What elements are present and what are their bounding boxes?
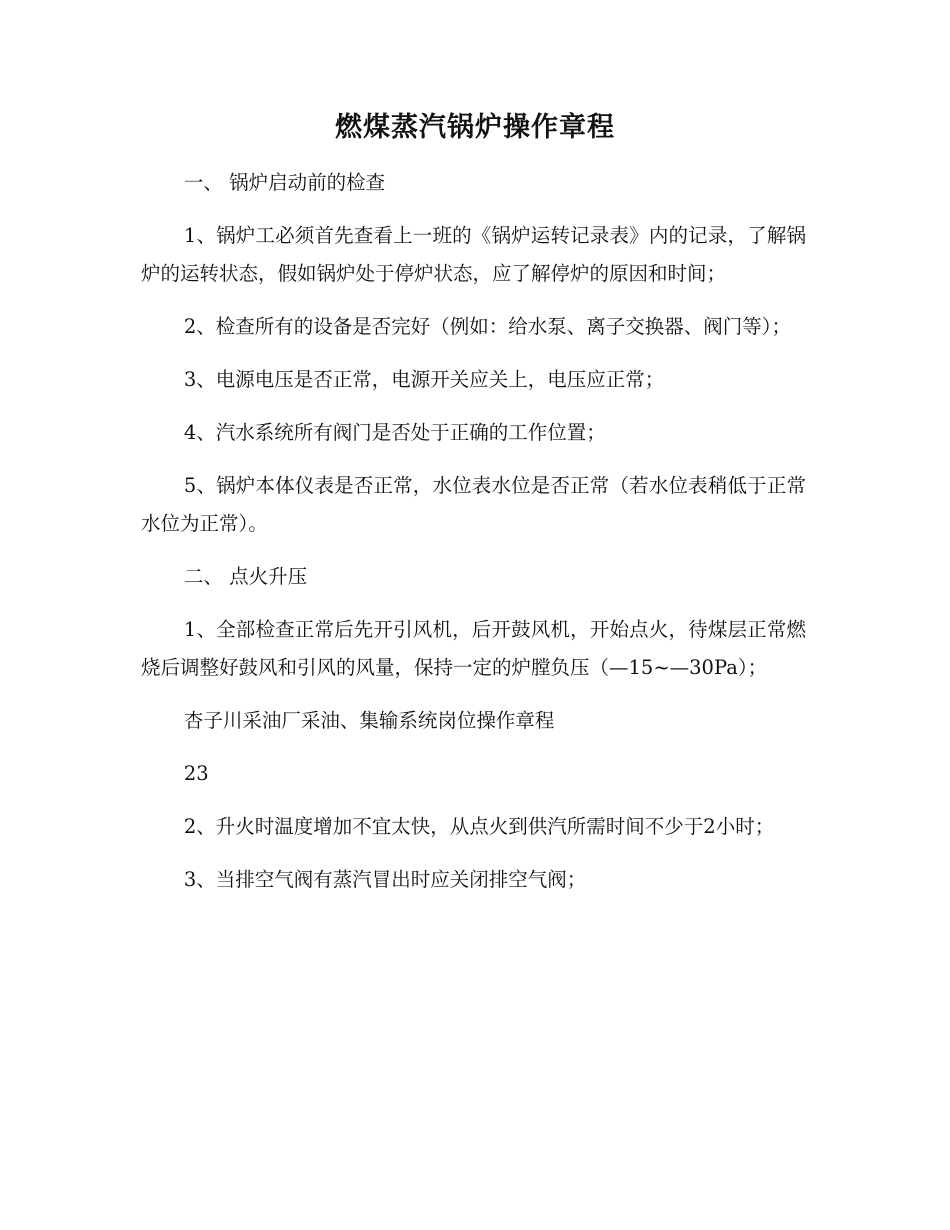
paragraph: 1、全部检查正常后先开引风机，后开鼓风机，开始点火，待煤层正常燃烧后调整好鼓风和引风的风量，保持一定的炉膛负压（—15~—30Pa）； — [141, 618, 806, 679]
paragraph: 1、锅炉工必须首先查看上一班的《锅炉运转记录表》内的记录，了解锅炉的运转状态，假如锅炉处于停炉状态，应了解停炉的原因和时间； — [141, 224, 806, 285]
document-title: 燃煤蒸汽锅炉操作章程 — [335, 112, 615, 143]
document-body — [141, 164, 806, 914]
paragraph: 3、当排空气阀有蒸汽冒出时应关闭排空气阀； — [183, 868, 587, 891]
paragraph: 2、升火时温度增加不宜太快，从点火到供汽所需时间不少于2小时； — [183, 815, 775, 838]
running-header: 杏子川采油厂采油、集输系统岗位操作章程 — [183, 709, 555, 732]
paragraph: 4、汽水系统所有阀门是否处于正确的工作位置； — [183, 421, 606, 444]
paragraph: 2、检查所有的设备是否完好（例如：给水泵、离子交换器、阀门等）； — [183, 315, 792, 338]
section-heading: 二、 点火升压 — [183, 565, 308, 588]
paragraph: 5、锅炉本体仪表是否正常，水位表水位是否正常（若水位表稍低于正常水位为正常）。 — [141, 474, 806, 535]
page-number: 23 — [183, 762, 209, 785]
paragraph: 3、电源电压是否正常，电源开关应关上，电压应正常； — [183, 368, 665, 391]
section-heading: 一、 锅炉启动前的检查 — [183, 171, 386, 194]
